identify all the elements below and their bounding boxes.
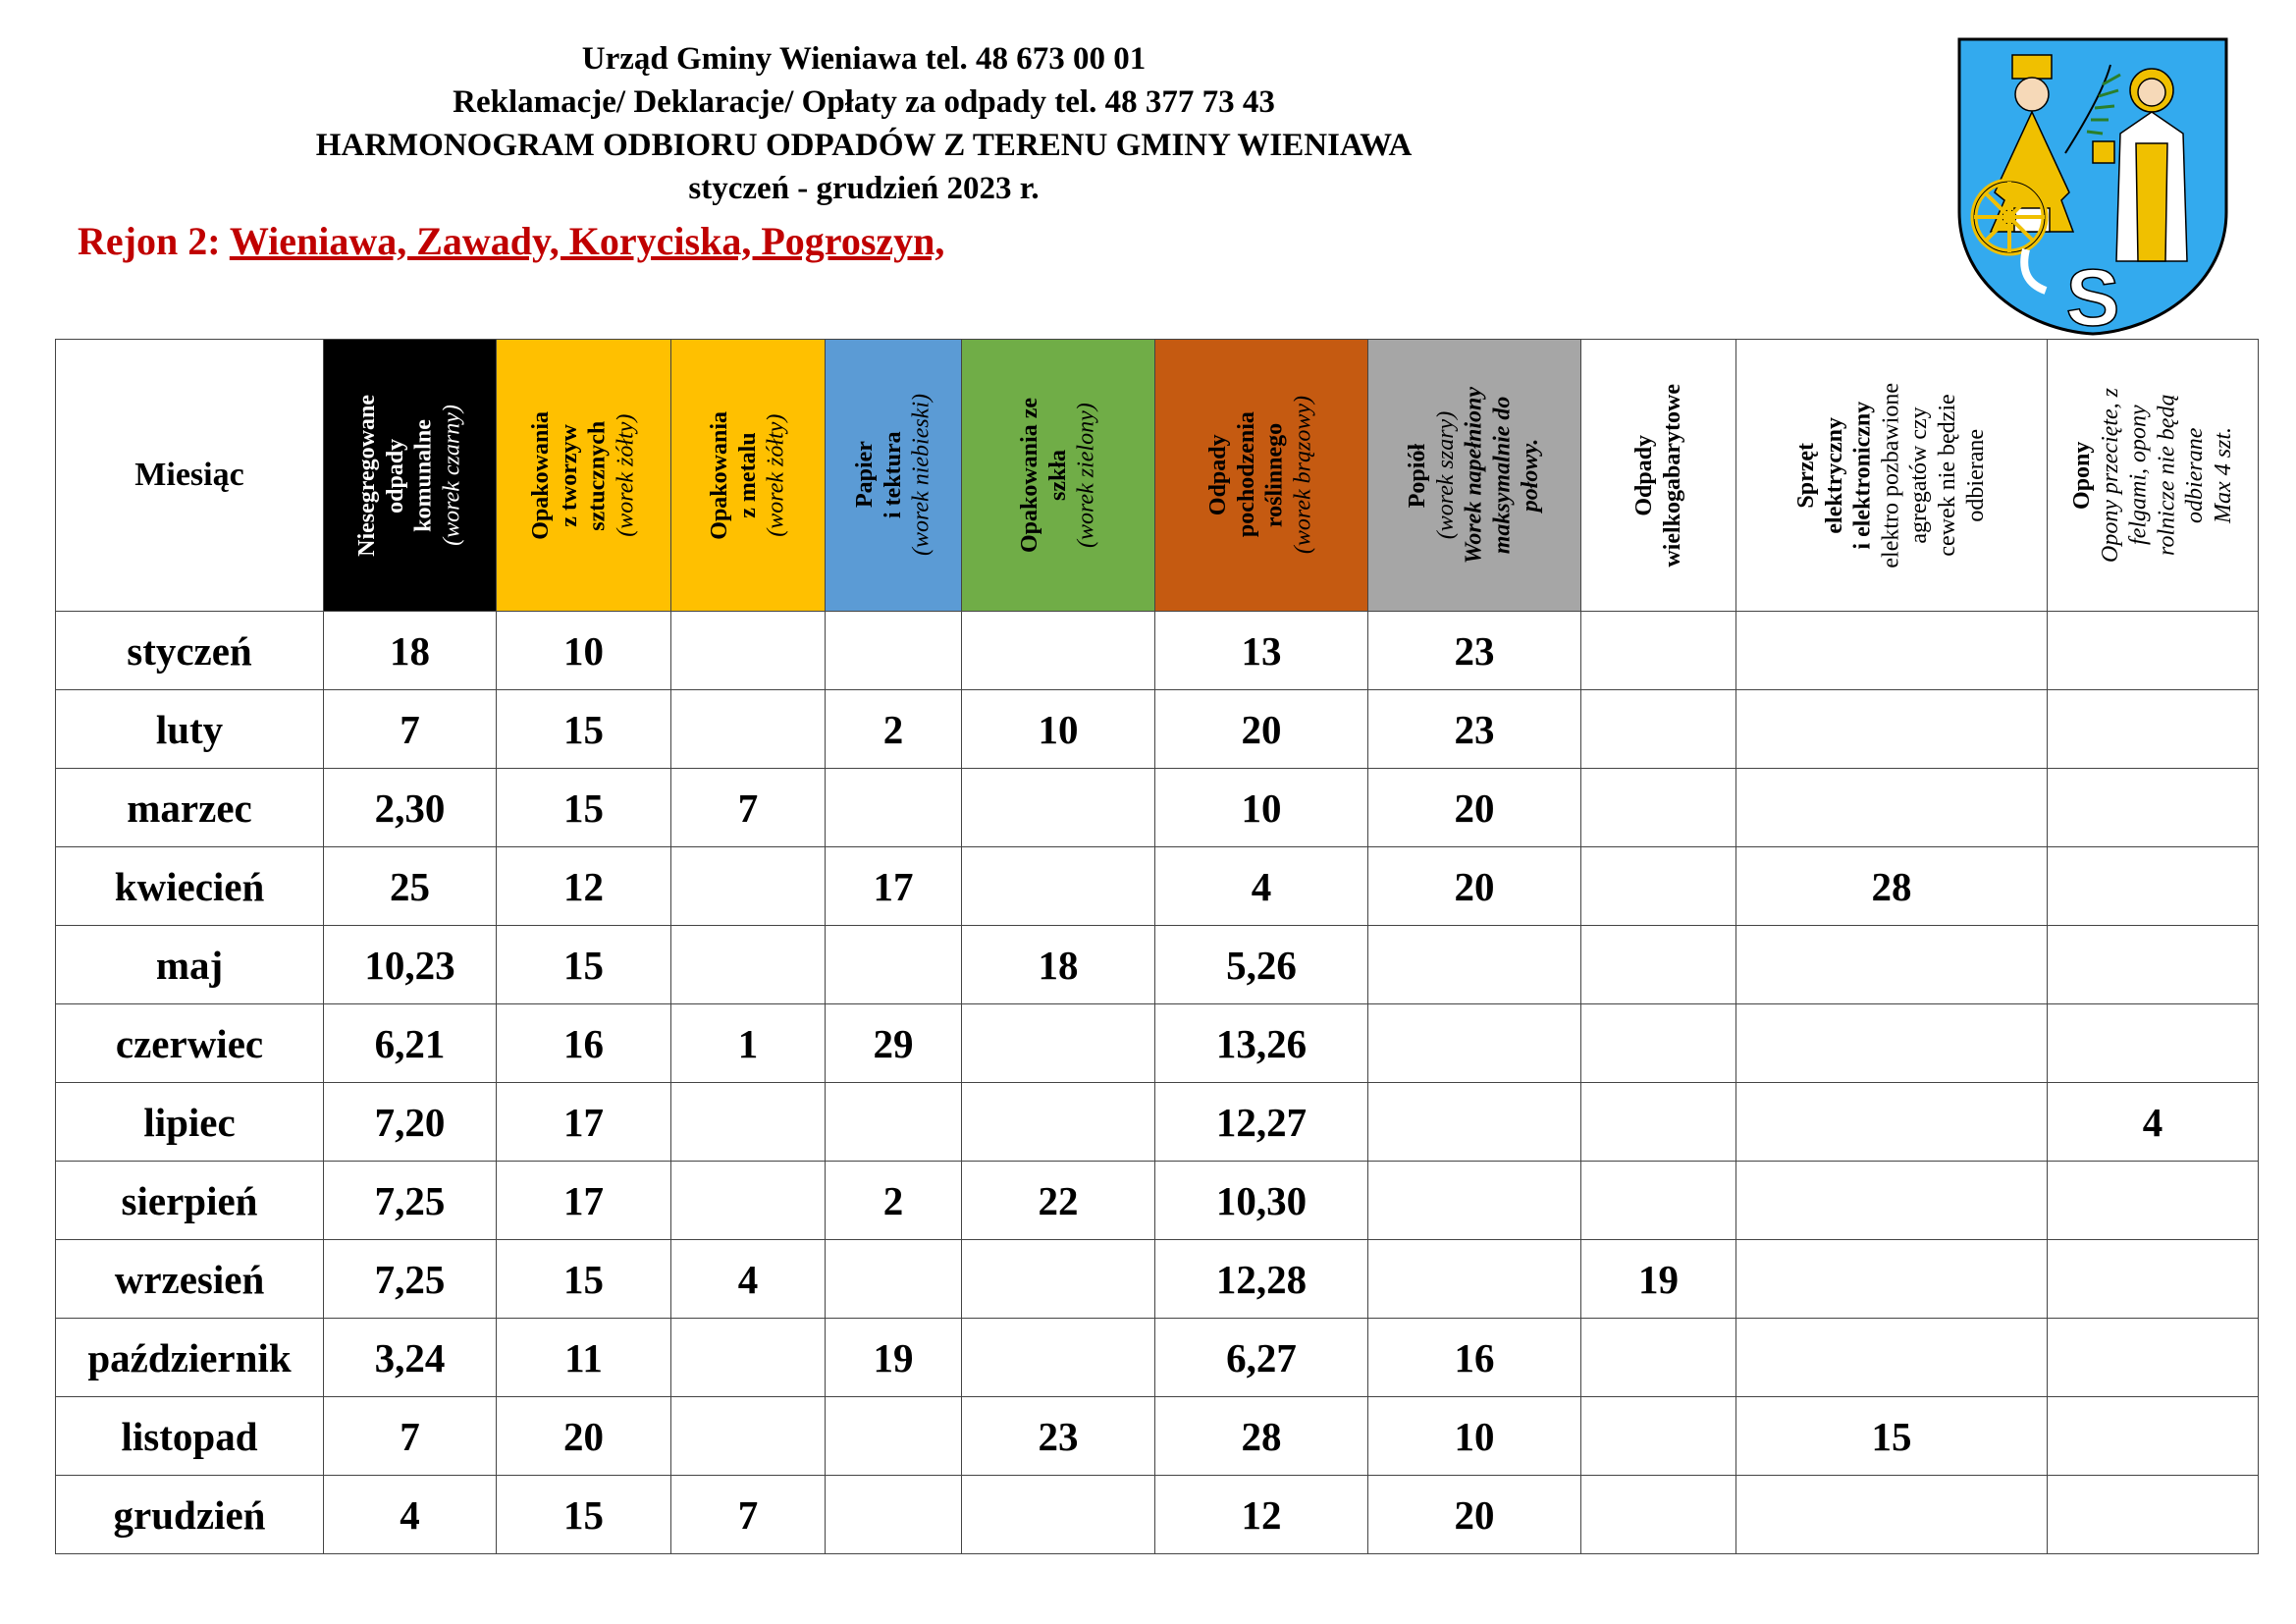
collection-day-cell: 19: [1581, 1240, 1736, 1319]
bag-color-note: (worek żółty): [613, 413, 639, 537]
coat-of-arms-logo: [1955, 35, 2230, 336]
collection-day-cell: [2048, 1162, 2259, 1240]
collection-day-cell: [1368, 1004, 1581, 1083]
collection-day-cell: [1736, 769, 2048, 847]
month-cell: czerwiec: [56, 1004, 324, 1083]
collection-day-cell: 7: [324, 1397, 497, 1476]
bag-color-note: Opony przecięte, z felgami, opony rolnicze nie będą odbierane Max 4 szt.: [2097, 388, 2236, 563]
collection-day-cell: [826, 1476, 962, 1554]
table-row: [56, 1240, 2259, 1319]
collection-day-cell: 15: [497, 1476, 671, 1554]
collection-day-cell: 7,20: [324, 1083, 497, 1162]
table-body: [56, 612, 2259, 1554]
bag-color-note: (worek czarny): [439, 405, 465, 546]
collection-day-cell: 15: [497, 769, 671, 847]
collection-day-cell: 2: [826, 1162, 962, 1240]
collection-day-cell: [1736, 1004, 2048, 1083]
collection-day-cell: [826, 769, 962, 847]
table-row: [56, 1083, 2259, 1162]
collection-day-cell: 18: [962, 926, 1155, 1004]
collection-day-cell: [962, 769, 1155, 847]
collection-day-cell: 7: [671, 1476, 826, 1554]
collection-day-cell: 16: [1368, 1319, 1581, 1397]
collection-day-cell: [1736, 926, 2048, 1004]
waste-type-name: Niesegregowane odpady komunalne: [353, 394, 437, 557]
collection-day-cell: 17: [826, 847, 962, 926]
table-row: [56, 847, 2259, 926]
waste-type-name: Opakowania z tworzyw sztucznych: [527, 410, 611, 540]
collection-day-cell: 12,27: [1155, 1083, 1368, 1162]
collection-day-cell: [962, 847, 1155, 926]
table-row: [56, 769, 2259, 847]
collection-day-cell: 20: [1368, 847, 1581, 926]
schedule-period: styczeń - grudzień 2023 r.: [688, 171, 1040, 206]
collection-day-cell: [826, 926, 962, 1004]
collection-day-cell: 7,25: [324, 1162, 497, 1240]
collection-day-cell: 13: [1155, 612, 1368, 690]
collection-day-cell: [2048, 847, 2259, 926]
collection-day-cell: 28: [1736, 847, 2048, 926]
collection-day-cell: [2048, 690, 2259, 769]
waste-type-header: [826, 340, 962, 612]
collection-day-cell: [2048, 1476, 2259, 1554]
waste-type-name: Opakowania ze szkła: [1016, 397, 1071, 553]
collection-day-cell: 20: [1368, 769, 1581, 847]
collection-day-cell: [1581, 1162, 1736, 1240]
collection-day-cell: [2048, 1319, 2259, 1397]
collection-day-cell: [671, 1397, 826, 1476]
waste-type-name: Opony: [2068, 441, 2095, 510]
month-cell: maj: [56, 926, 324, 1004]
waste-type-name: Papier i tektura: [851, 431, 906, 519]
document-header: [0, 37, 1728, 210]
table-row: [56, 612, 2259, 690]
collection-day-cell: 11: [497, 1319, 671, 1397]
collection-day-cell: 10,23: [324, 926, 497, 1004]
collection-day-cell: [1581, 1476, 1736, 1554]
table-header-row: [56, 340, 2259, 612]
collection-day-cell: [962, 1083, 1155, 1162]
waste-type-header: [1155, 340, 1368, 612]
collection-day-cell: [2048, 1397, 2259, 1476]
collection-day-cell: 23: [962, 1397, 1155, 1476]
crest-letter: S: [2065, 253, 2120, 336]
collection-day-cell: 4: [2048, 1083, 2259, 1162]
waste-type-header: [2048, 340, 2259, 612]
table-row: [56, 1397, 2259, 1476]
table-row: [56, 1004, 2259, 1083]
bag-fill-note: Worek napełniony maksymalnie do połowy.: [1461, 386, 1544, 565]
collection-day-cell: 10,30: [1155, 1162, 1368, 1240]
waste-type-name: Odpady pochodzenia roślinnego: [1205, 412, 1288, 539]
collection-day-cell: [1736, 1476, 2048, 1554]
collection-day-cell: 28: [1155, 1397, 1368, 1476]
office-contact-line: Urząd Gminy Wieniawa tel. 48 673 00 01: [581, 41, 1147, 77]
collection-day-cell: 10: [1155, 769, 1368, 847]
collection-day-cell: [2048, 612, 2259, 690]
month-cell: październik: [56, 1319, 324, 1397]
collection-day-cell: [671, 847, 826, 926]
collection-day-cell: 15: [497, 690, 671, 769]
bag-color-note: (worek żółty): [763, 413, 789, 537]
bag-color-note: (worek szary): [1432, 410, 1459, 540]
collection-day-cell: [1581, 926, 1736, 1004]
collection-day-cell: [2048, 769, 2259, 847]
collection-day-cell: [1736, 1162, 2048, 1240]
collection-day-cell: 4: [324, 1476, 497, 1554]
collection-day-cell: 20: [1368, 1476, 1581, 1554]
collection-day-cell: 25: [324, 847, 497, 926]
collection-day-cell: 5,26: [1155, 926, 1368, 1004]
waste-type-header: [962, 340, 1155, 612]
collection-day-cell: [1736, 612, 2048, 690]
complaints-contact-line: Reklamacje/ Deklaracje/ Opłaty za odpady tel. 48 377 73 43: [453, 84, 1275, 120]
waste-type-header: [671, 340, 826, 612]
month-cell: marzec: [56, 769, 324, 847]
collection-day-cell: [2048, 1240, 2259, 1319]
collection-day-cell: 15: [497, 926, 671, 1004]
collection-day-cell: 18: [324, 612, 497, 690]
waste-type-name: Odpady wielkogabarytowe: [1630, 383, 1685, 568]
month-cell: styczeń: [56, 612, 324, 690]
region-label: Rejon 2:: [78, 219, 221, 263]
schedule-title: HARMONOGRAM ODBIORU ODPADÓW Z TERENU GMINY WIENIAWA: [315, 128, 1413, 163]
month-column-header: Miesiąc: [56, 340, 324, 612]
table-row: [56, 1162, 2259, 1240]
collection-day-cell: [962, 612, 1155, 690]
collection-day-cell: [1581, 1319, 1736, 1397]
bag-color-note: (worek zielony): [1073, 403, 1099, 548]
collection-day-cell: 10: [497, 612, 671, 690]
collection-day-cell: [826, 612, 962, 690]
collection-day-cell: [1581, 690, 1736, 769]
collection-day-cell: [962, 1004, 1155, 1083]
month-cell: sierpień: [56, 1162, 324, 1240]
collection-day-cell: 1: [671, 1004, 826, 1083]
bag-color-note: (worek niebieski): [908, 394, 934, 557]
collection-day-cell: [671, 612, 826, 690]
waste-type-header: [1581, 340, 1736, 612]
collection-day-cell: 12,28: [1155, 1240, 1368, 1319]
collection-day-cell: 12: [1155, 1476, 1368, 1554]
collection-day-cell: 7,25: [324, 1240, 497, 1319]
collection-day-cell: 4: [1155, 847, 1368, 926]
collection-day-cell: 20: [497, 1397, 671, 1476]
collection-day-cell: [1368, 1240, 1581, 1319]
collection-day-cell: 10: [962, 690, 1155, 769]
collection-day-cell: 4: [671, 1240, 826, 1319]
collection-day-cell: [1581, 847, 1736, 926]
collection-day-cell: [2048, 1004, 2259, 1083]
collection-day-cell: 29: [826, 1004, 962, 1083]
month-cell: listopad: [56, 1397, 324, 1476]
waste-type-header: [497, 340, 671, 612]
collection-day-cell: 7: [324, 690, 497, 769]
collection-day-cell: [962, 1240, 1155, 1319]
collection-day-cell: 20: [1155, 690, 1368, 769]
collection-day-cell: [962, 1319, 1155, 1397]
collection-day-cell: [1368, 1162, 1581, 1240]
bag-color-note: (worek brązowy): [1290, 396, 1316, 555]
collection-day-cell: [1581, 769, 1736, 847]
month-cell: luty: [56, 690, 324, 769]
waste-type-name: Opakowania z metalu: [706, 410, 761, 540]
month-cell: grudzień: [56, 1476, 324, 1554]
collection-day-cell: [671, 690, 826, 769]
collection-day-cell: [1581, 1004, 1736, 1083]
collection-day-cell: 22: [962, 1162, 1155, 1240]
table-row: [56, 1319, 2259, 1397]
waste-type-name: Sprzęt elektryczny i elektroniczny: [1793, 401, 1876, 550]
collection-day-cell: [826, 1083, 962, 1162]
collection-day-cell: 13,26: [1155, 1004, 1368, 1083]
collection-day-cell: 23: [1368, 612, 1581, 690]
collection-day-cell: 10: [1368, 1397, 1581, 1476]
collection-day-cell: [671, 1319, 826, 1397]
table-row: [56, 1476, 2259, 1554]
collection-day-cell: [671, 1162, 826, 1240]
month-cell: kwiecień: [56, 847, 324, 926]
waste-type-header: [1368, 340, 1581, 612]
collection-day-cell: 2: [826, 690, 962, 769]
collection-day-cell: [1581, 1083, 1736, 1162]
waste-type-note: elektro pozbawione agregatów czy cewek nie będzie odbierane: [1878, 382, 1989, 568]
waste-type-name: Popiół: [1405, 443, 1430, 508]
collection-day-cell: 7: [671, 769, 826, 847]
collection-day-cell: [671, 926, 826, 1004]
collection-day-cell: 6,27: [1155, 1319, 1368, 1397]
month-cell: lipiec: [56, 1083, 324, 1162]
collection-day-cell: 15: [1736, 1397, 2048, 1476]
collection-day-cell: 19: [826, 1319, 962, 1397]
collection-day-cell: [1581, 612, 1736, 690]
collection-day-cell: [1581, 1397, 1736, 1476]
collection-day-cell: 2,30: [324, 769, 497, 847]
collection-day-cell: [671, 1083, 826, 1162]
collection-day-cell: [826, 1397, 962, 1476]
waste-type-header: [324, 340, 497, 612]
collection-day-cell: [2048, 926, 2259, 1004]
collection-day-cell: [1368, 926, 1581, 1004]
collection-day-cell: [1368, 1083, 1581, 1162]
table-row: [56, 926, 2259, 1004]
collection-day-cell: [1736, 1240, 2048, 1319]
collection-day-cell: [1736, 690, 2048, 769]
collection-day-cell: [826, 1240, 962, 1319]
collection-day-cell: 6,21: [324, 1004, 497, 1083]
region-places: Wieniawa, Zawady, Koryciska, Pogroszyn,: [229, 219, 945, 263]
collection-day-cell: [962, 1476, 1155, 1554]
collection-day-cell: [1736, 1319, 2048, 1397]
collection-day-cell: 17: [497, 1083, 671, 1162]
table-row: [56, 690, 2259, 769]
collection-schedule-table: [55, 339, 2259, 1554]
collection-day-cell: [1736, 1083, 2048, 1162]
collection-day-cell: 12: [497, 847, 671, 926]
collection-day-cell: 16: [497, 1004, 671, 1083]
month-cell: wrzesień: [56, 1240, 324, 1319]
collection-day-cell: 17: [497, 1162, 671, 1240]
collection-day-cell: 23: [1368, 690, 1581, 769]
waste-type-header: [1736, 340, 2048, 612]
collection-day-cell: 3,24: [324, 1319, 497, 1397]
collection-day-cell: 15: [497, 1240, 671, 1319]
region-heading: [78, 218, 944, 264]
